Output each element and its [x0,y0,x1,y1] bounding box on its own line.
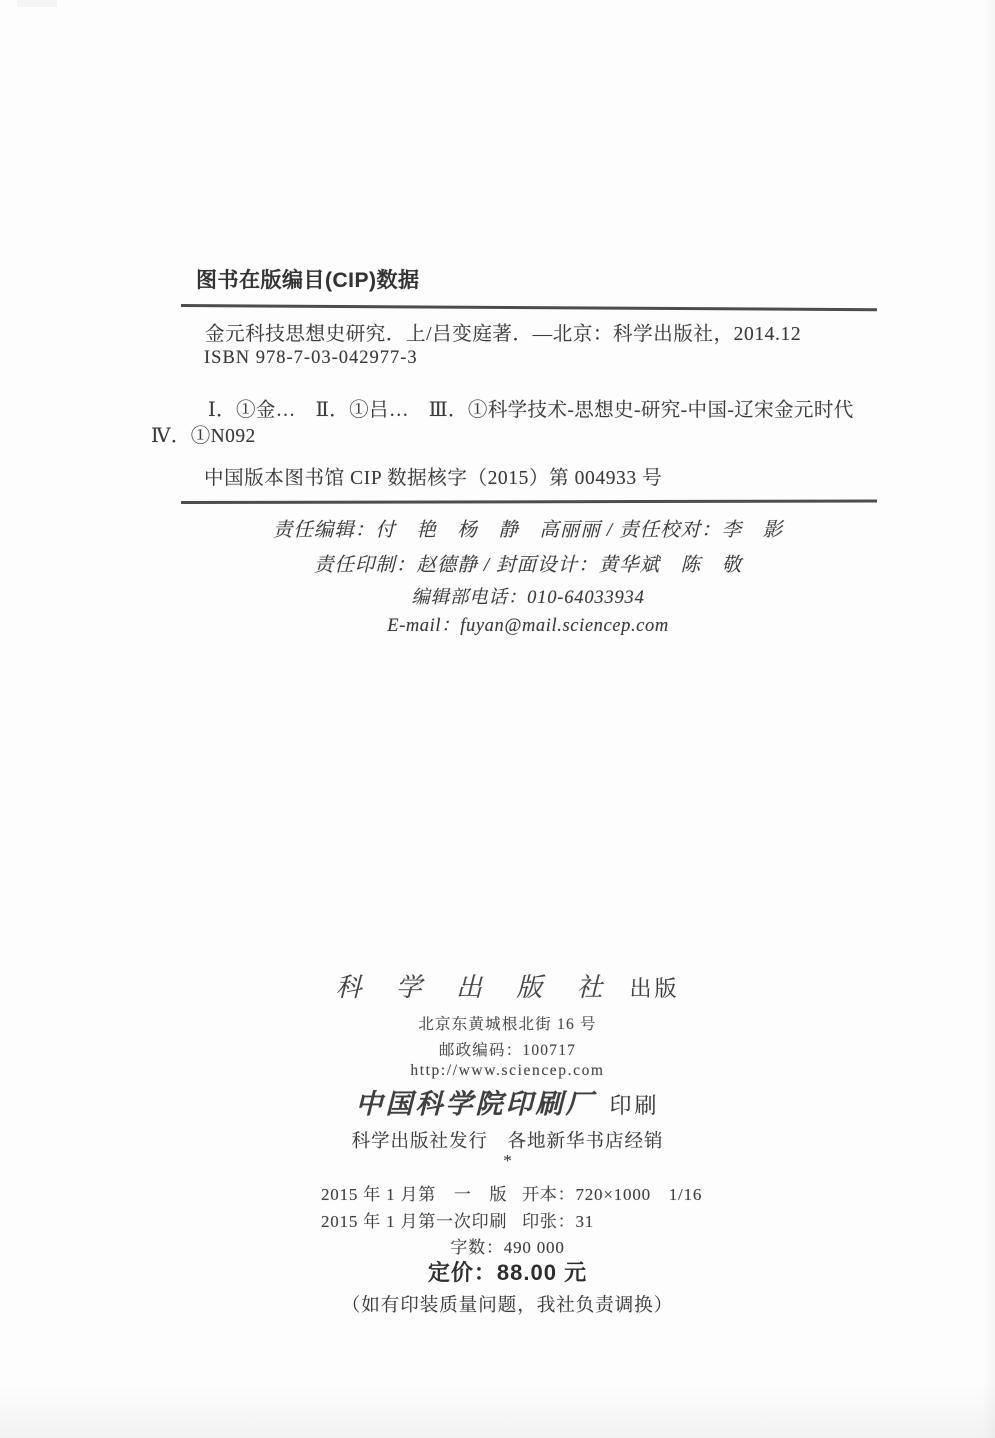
cip-classification-line-2: Ⅳ．①N092 [151,426,256,447]
word-count-line: 字数：490 000 [450,1238,565,1257]
star-separator: * [503,1151,512,1170]
publisher-website-line: http://www.sciencep.com [410,1062,605,1079]
price-line: 定价：88.00 元 [427,1260,588,1285]
distribution-line: 科学出版社发行 各地新华书店经销 [351,1132,664,1152]
impression-line: 2015 年 1 月第一次印刷 [321,1212,508,1231]
quality-notice-line: （如有印装质量问题，我社负责调换） [341,1296,674,1316]
printer-name-script: 中国科学院印刷厂 [355,1089,596,1120]
publisher-postcode-line: 邮政编码：100717 [438,1042,577,1059]
publisher-name-line [20,967,995,1004]
editors-line: 责任编辑：付 艳 杨 静 高丽丽 / 责任校对：李 影 [272,520,784,541]
divider-top [181,304,877,311]
editorial-phone-line: 编辑部电话：010-64033934 [411,588,645,608]
format-line: 开本：720×1000 1/16 [522,1185,703,1204]
publish-suffix-label: 出版 [629,976,680,1001]
sheets-line: 印张：31 [522,1212,595,1231]
impression-row [321,1207,594,1232]
scan-shade-bottom [0,1383,995,1438]
cip-classification-line-1: Ⅰ．①金… Ⅱ．①吕… Ⅲ．①科学技术-思想史-研究-中国-辽宋金元时代 [208,400,854,421]
cip-registry-line: 中国版本图书馆 CIP 数据核字（2015）第 004933 号 [204,468,663,489]
divider-bottom [181,500,877,504]
printer-line [20,1082,995,1121]
edition-line: 2015 年 1 月第 一 版 [321,1185,508,1204]
editorial-email-line: E-mail：fuyan@mail.sciencep.com [387,616,669,636]
cip-header: 图书在版编目(CIP)数据 [196,269,420,292]
publisher-name-script: 科 学 出 版 社 [335,973,616,1003]
edition-row [321,1180,702,1205]
scan-shade-right [981,0,995,1438]
scan-artifact [17,0,57,7]
publisher-address-line: 北京东黄城根北街 16 号 [418,1016,597,1033]
book-title-line: 金元科技思想史研究．上/吕变庭著．—北京：科学出版社，2014.12 [205,324,802,345]
print-design-line: 责任印制：赵德静 / 封面设计：黄华斌 陈 敬 [313,555,743,576]
print-suffix-label: 印刷 [609,1093,660,1118]
isbn-line: ISBN 978-7-03-042977-3 [204,348,418,368]
